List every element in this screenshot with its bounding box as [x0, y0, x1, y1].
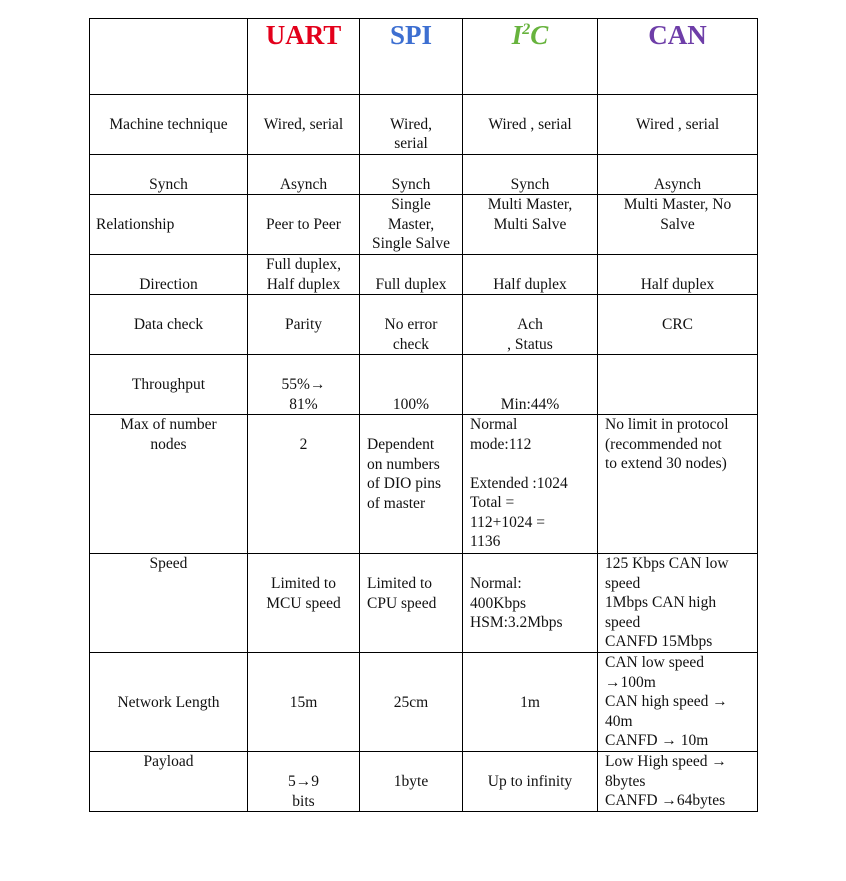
header-uart	[248, 19, 360, 95]
cell-uart: 15m	[248, 653, 360, 752]
cell-uart: Peer to Peer	[248, 195, 360, 255]
row-machine-technique	[90, 95, 758, 155]
row-label: Throughput	[90, 355, 248, 415]
cell-spi: Synch	[360, 155, 463, 195]
row-label: Relationship	[90, 195, 248, 255]
row-label: Direction	[90, 255, 248, 295]
row-direction	[90, 255, 758, 295]
cell-can: Wired , serial	[598, 95, 758, 155]
header-i2c-label	[512, 20, 549, 50]
row-label: Machine technique	[90, 95, 248, 155]
cell-uart: Limited to MCU speed	[248, 554, 360, 653]
cell-spi: Wired, serial	[360, 95, 463, 155]
cell-i2c: Multi Master, Multi Salve	[463, 195, 598, 255]
row-data-check	[90, 295, 758, 355]
header-empty-cell	[90, 19, 248, 95]
cell-uart: 2	[248, 415, 360, 554]
header-i2c-tail: C	[530, 20, 549, 50]
cell-spi: Single Master, Single Salve	[360, 195, 463, 255]
cell-can: Asynch	[598, 155, 758, 195]
header-i2c-base: I	[511, 20, 523, 50]
header-row	[90, 19, 758, 95]
protocol-comparison-table	[89, 18, 758, 812]
header-spi	[360, 19, 463, 95]
header-uart-label: UART	[265, 20, 342, 50]
row-label: Synch	[90, 155, 248, 195]
header-can-label: CAN	[648, 20, 707, 50]
cell-can: 125 Kbps CAN low speed 1Mbps CAN high speed CANFD 15Mbps	[598, 554, 758, 653]
row-label: Data check	[90, 295, 248, 355]
cell-can: Low High speed → 8bytes CANFD →64bytes	[598, 752, 758, 812]
row-max-nodes	[90, 415, 758, 554]
cell-i2c: 1m	[463, 653, 598, 752]
cell-spi: Limited to CPU speed	[360, 554, 463, 653]
cell-spi: Dependent on numbers of DIO pins of master	[360, 415, 463, 554]
cell-i2c: Wired , serial	[463, 95, 598, 155]
cell-can: Multi Master, No Salve	[598, 195, 758, 255]
cell-spi: 100%	[360, 355, 463, 415]
cell-i2c: Min:44%	[463, 355, 598, 415]
cell-can	[598, 355, 758, 415]
row-speed	[90, 554, 758, 653]
cell-uart: Wired, serial	[248, 95, 360, 155]
cell-spi: Full duplex	[360, 255, 463, 295]
cell-i2c: Ach , Status	[463, 295, 598, 355]
cell-spi: 1byte	[360, 752, 463, 812]
cell-can: CRC	[598, 295, 758, 355]
cell-uart: 55%→ 81%	[248, 355, 360, 415]
header-can	[598, 19, 758, 95]
row-throughput	[90, 355, 758, 415]
cell-i2c: Half duplex	[463, 255, 598, 295]
cell-i2c: Normal: 400Kbps HSM:3.2Mbps	[463, 554, 598, 653]
cell-i2c: Synch	[463, 155, 598, 195]
header-spi-label: SPI	[389, 20, 433, 50]
header-i2c	[463, 19, 598, 95]
header-i2c-sup: 2	[522, 21, 531, 38]
cell-can: No limit in protocol (recommended not to extend 30 nodes)	[598, 415, 758, 554]
cell-uart: Full duplex, Half duplex	[248, 255, 360, 295]
cell-uart: Parity	[248, 295, 360, 355]
cell-i2c: Normal mode:112 Extended :1024 Total = 112+1024 = 1136	[463, 415, 598, 554]
row-relationship	[90, 195, 758, 255]
row-payload	[90, 752, 758, 812]
cell-spi: 25cm	[360, 653, 463, 752]
row-network-length	[90, 653, 758, 752]
row-label: Network Length	[90, 653, 248, 752]
row-label: Speed	[90, 554, 248, 653]
row-synch	[90, 155, 758, 195]
row-label: Max of number nodes	[90, 415, 248, 554]
cell-i2c: Up to infinity	[463, 752, 598, 812]
cell-uart: Asynch	[248, 155, 360, 195]
cell-can: Half duplex	[598, 255, 758, 295]
cell-uart: 5→9 bits	[248, 752, 360, 812]
cell-spi: No error check	[360, 295, 463, 355]
row-label: Payload	[90, 752, 248, 812]
cell-can: CAN low speed →100m CAN high speed → 40m CANFD → 10m	[598, 653, 758, 752]
